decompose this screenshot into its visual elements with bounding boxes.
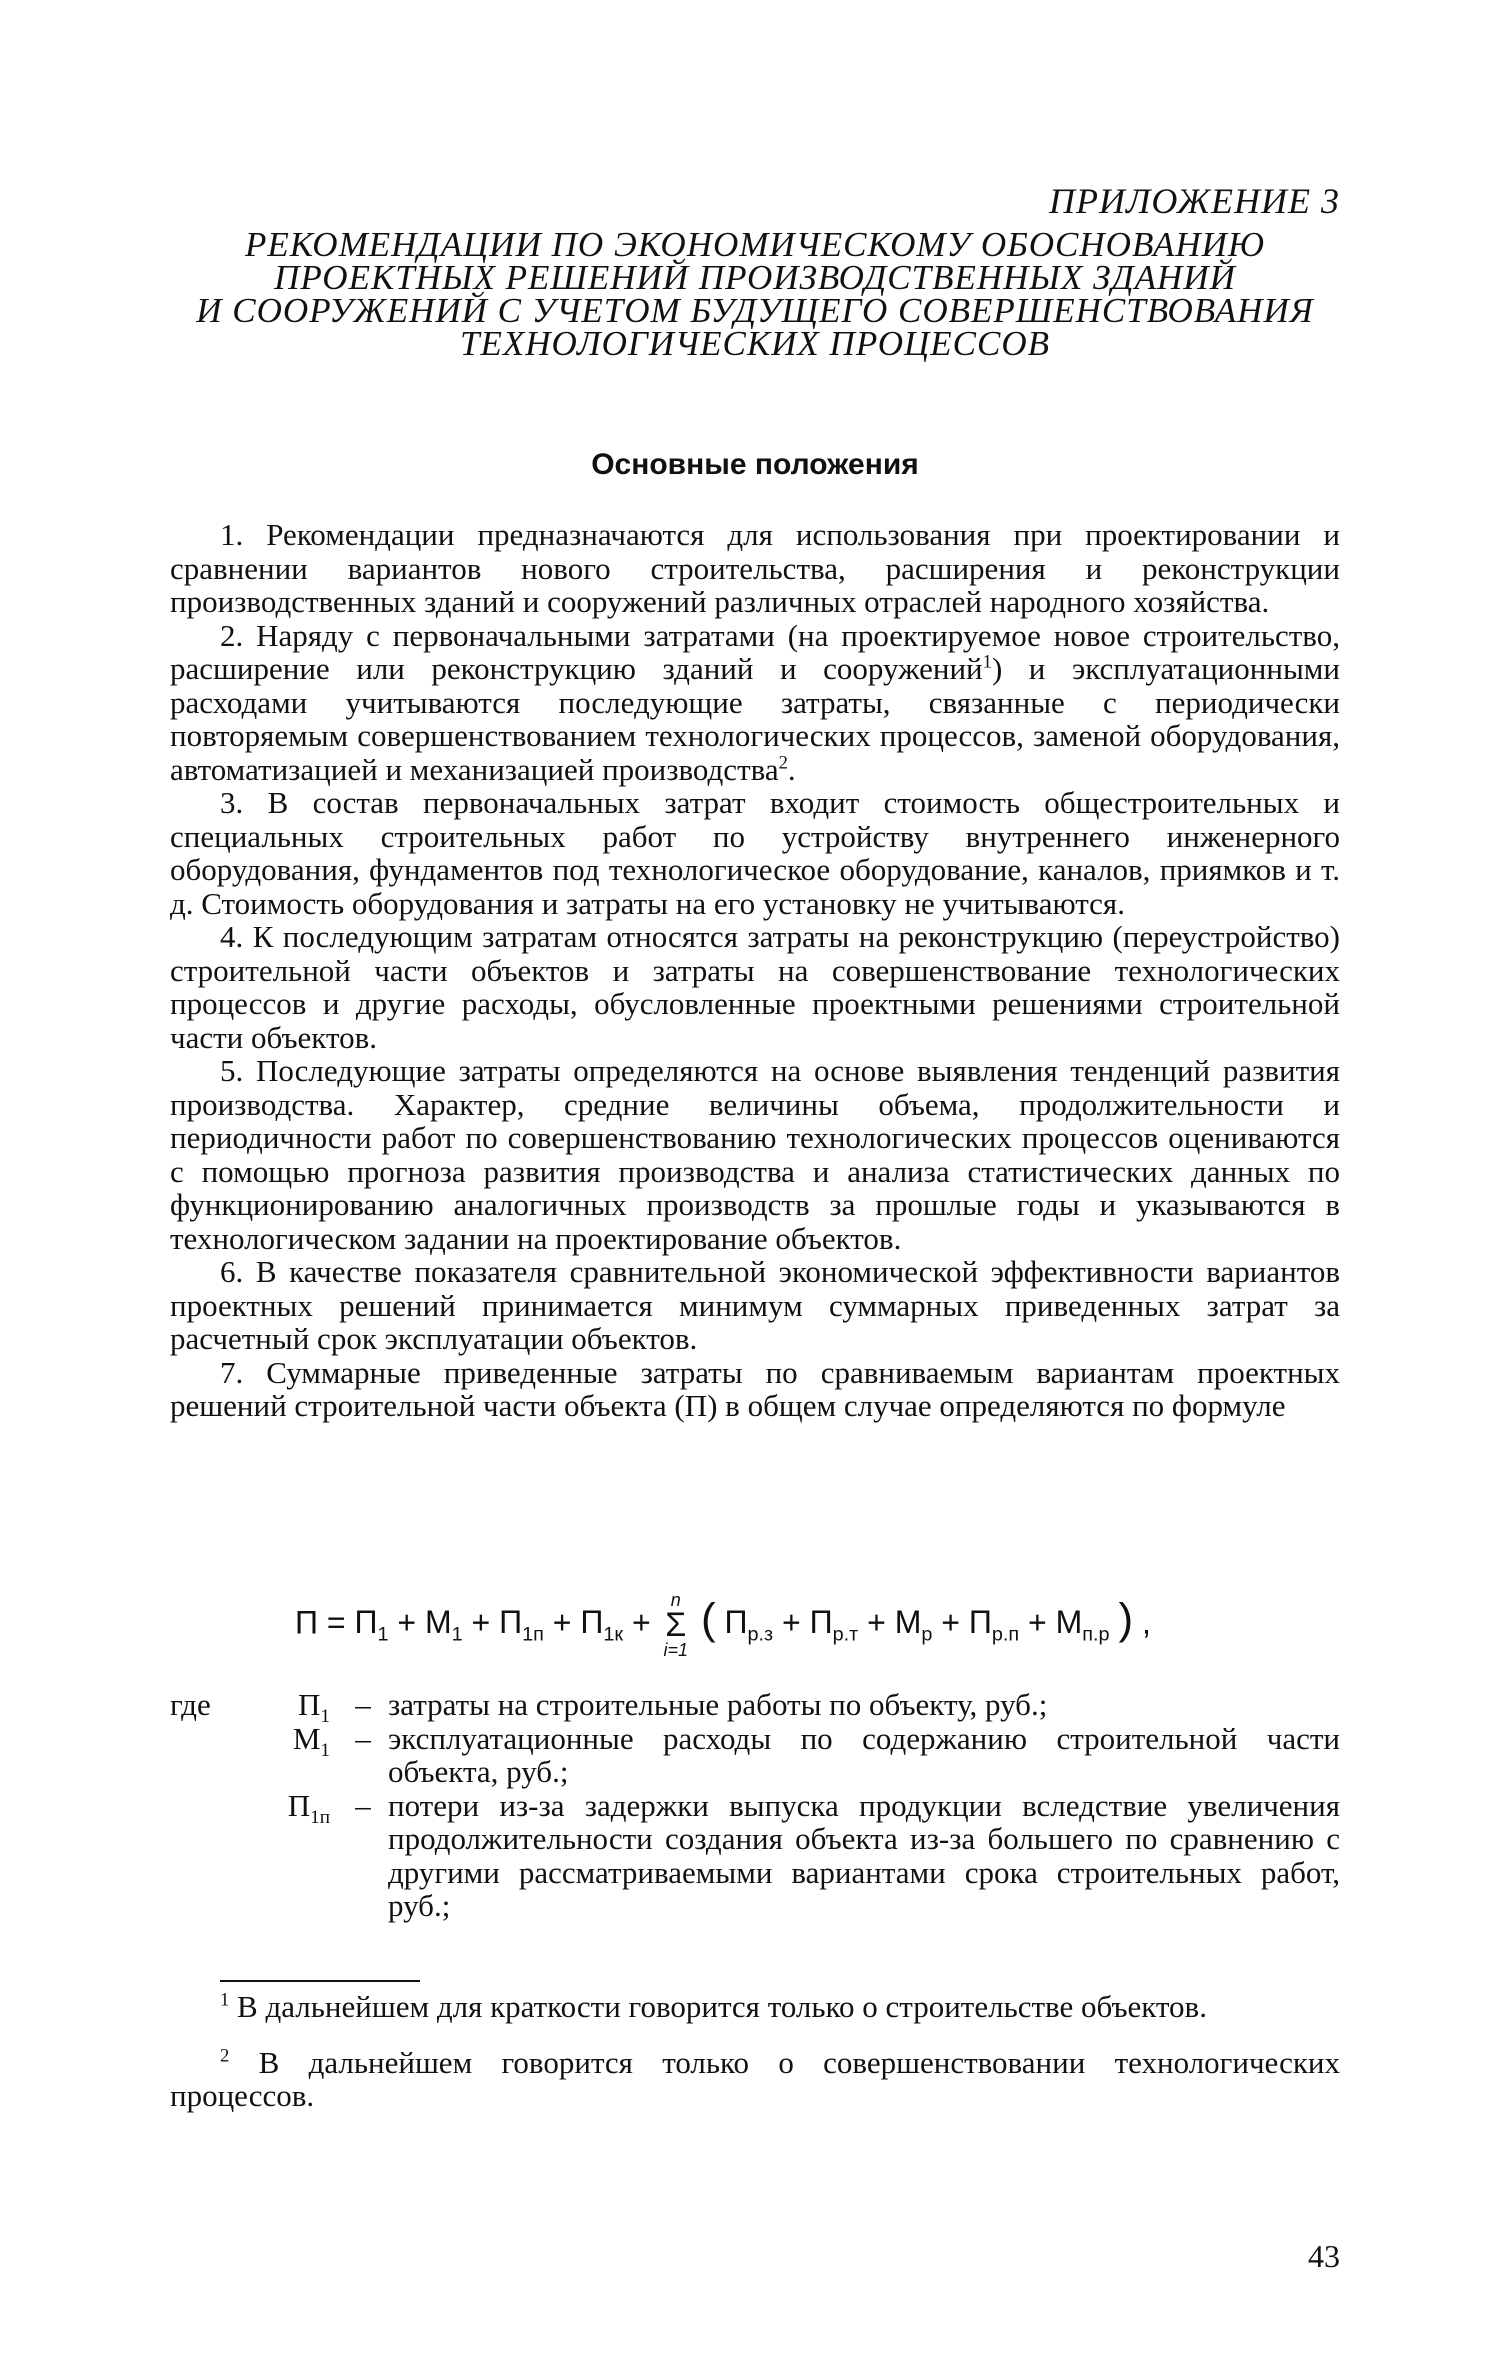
formula-s4-sub: р.п xyxy=(991,1623,1020,1646)
footnote-ref-1: 1 xyxy=(982,651,992,673)
formula-sum xyxy=(664,1590,689,1660)
formula-t3 xyxy=(499,1604,544,1646)
title-line-3: И СООРУЖЕНИЙ С УЧЕТОМ БУДУЩЕГО СОВЕРШЕНСТВОВАНИЯ xyxy=(196,291,1314,330)
formula-comma: , xyxy=(1141,1604,1151,1641)
paragraph-2-part-a: 2. Наряду с первоначальными затратами (на проектируемое новое строительство, расширение или реконструкцию зданий и сооружений xyxy=(170,617,1340,686)
formula-t1-symbol: П xyxy=(354,1604,378,1641)
formula-plus-8: + xyxy=(1028,1604,1047,1641)
page-number: 43 xyxy=(1308,2238,1340,2274)
footnote-1-text: В дальнейшем для краткости говорится только о строительстве объектов. xyxy=(237,1989,1207,2024)
formula-plus-3: + xyxy=(552,1604,572,1641)
legend-symbol xyxy=(240,1787,338,1828)
legend-symbol-sub: 1 xyxy=(320,1739,330,1761)
formula-s5-symbol: М xyxy=(1055,1604,1083,1641)
formula-plus-7: + xyxy=(941,1604,960,1641)
formula-sum-top: n xyxy=(670,1590,681,1610)
formula-s3 xyxy=(894,1604,933,1646)
formula-rparen: ) xyxy=(1118,1594,1134,1644)
formula-s2 xyxy=(809,1604,859,1646)
legend-definition: потери из-за задержки выпуска продукции вследствие увеличения продолжительности создания объекта из-за большего по сравнению с другими рассматриваемыми вариантами срока строительных работ, руб.; xyxy=(388,1787,1340,1923)
formula-t1 xyxy=(354,1604,389,1646)
legend-symbol xyxy=(240,1687,338,1728)
footnote-1-mark: 1 xyxy=(220,1989,230,2011)
formula-plus-1: + xyxy=(397,1604,417,1641)
formula-s4-symbol: П xyxy=(968,1604,992,1641)
formula-t2-symbol: М xyxy=(424,1604,452,1641)
paragraph-3: 3. В состав первоначальных затрат входит стоимость общестроительных и специальных строительных работ по устройству внутреннего инженерного оборудования, фундаментов под технологическое оборудование, каналов, приямков и т. д. Стоимость оборудования и затраты на его установку не учитываются. xyxy=(170,785,1340,921)
paragraph-7: 7. Суммарные приведенные затраты по сравниваемым вариантам проектных решений строительной части объекта (П) в общем случае определяются по формуле xyxy=(170,1354,1340,1423)
paragraph-2-part-b: ) и эксплуатационными расходами учитываются последующие затраты, связанные с периодически повторяемым совершенствованием технологических процессов, заменой оборудования, автоматизацией и механизацией производства xyxy=(170,651,1340,787)
document-title xyxy=(170,225,1340,363)
formula-s5-sub: п.р xyxy=(1082,1623,1110,1646)
formula-s3-symbol: М xyxy=(894,1604,922,1641)
footnote-divider xyxy=(220,1980,420,1982)
formula-t4-sub: 1к xyxy=(603,1623,624,1646)
formula-s1-symbol: П xyxy=(724,1604,748,1641)
legend-definition: затраты на строительные работы по объекту, руб.; xyxy=(388,1687,1048,1722)
legend-definition: эксплуатационные расходы по содержанию строительной части объекта, руб.; xyxy=(388,1720,1340,1789)
paragraph-4: 4. К последующим затратам относятся затраты на реконструкцию (переустройство) строительной части объектов и затраты на совершенствование технологических процессов и другие расходы, обусловленные проектными решениями строительной части объектов. xyxy=(170,919,1340,1055)
footnote-1 xyxy=(170,1990,1340,2024)
footnote-ref-2: 2 xyxy=(778,752,788,774)
formula-plus-4: + xyxy=(631,1604,651,1641)
legend-symbol-letter: М xyxy=(292,1720,321,1756)
formula-lhs: П xyxy=(295,1604,318,1641)
formula-s1 xyxy=(724,1604,774,1646)
formula-t2 xyxy=(424,1604,463,1646)
formula-s5 xyxy=(1055,1604,1110,1646)
formula-legend xyxy=(170,1688,1340,1923)
footnote-2-text: В дальнейшем говорится только о совершенствовании технологических процессов. xyxy=(170,2044,1341,2113)
legend-symbol xyxy=(240,1720,338,1761)
formula-t3-sub: 1п xyxy=(522,1623,544,1646)
title-line-1: РЕКОМЕНДАЦИИ ПО ЭКОНОМИЧЕСКОМУ ОБОСНОВАНИЮ xyxy=(244,225,1266,264)
footnote-2 xyxy=(170,2046,1340,2113)
formula-plus-5: + xyxy=(782,1604,801,1641)
formula-s2-sub: р.т xyxy=(832,1623,859,1646)
legend-dash: – xyxy=(355,1720,371,1756)
footnote-2-mark: 2 xyxy=(220,2045,230,2067)
formula-t1-sub: 1 xyxy=(377,1623,389,1646)
formula-t3-symbol: П xyxy=(499,1604,523,1641)
paragraph-6: 6. В качестве показателя сравнительной экономической эффективности вариантов проектных решений принимается минимум суммарных приведенных затрат за расчетный срок эксплуатации объектов. xyxy=(170,1254,1340,1356)
formula-sum-bottom: i=1 xyxy=(663,1640,689,1660)
title-line-4: ТЕХНОЛОГИЧЕСКИХ ПРОЦЕССОВ xyxy=(459,324,1051,363)
formula-s1-sub: р.з xyxy=(747,1623,774,1646)
title-line-2: ПРОЕКТНЫХ РЕШЕНИЙ ПРОИЗВОДСТВЕННЫХ ЗДАНИЙ xyxy=(274,258,1236,297)
legend-symbol-letter: П xyxy=(298,1687,321,1722)
appendix-label: ПРИЛОЖЕНИЕ 3 xyxy=(1049,181,1340,221)
formula-sum-sigma: Σ xyxy=(665,1606,687,1644)
section-heading: Основные положения xyxy=(591,448,919,481)
legend-where: где xyxy=(170,1687,211,1722)
legend-symbol-letter: П xyxy=(287,1787,311,1823)
paragraph-2 xyxy=(170,619,1340,787)
formula-eq: = xyxy=(326,1604,346,1641)
legend-dash: – xyxy=(355,1787,371,1823)
formula xyxy=(295,1590,1325,1660)
footnotes xyxy=(170,1990,1340,2135)
legend-symbol-sub: 1п xyxy=(310,1806,330,1828)
document-page xyxy=(170,0,1340,2361)
paragraph-5: 5. Последующие затраты определяются на основе выявления тенденций развития производства. Характер, средние величины объема, продолжительности и периодичности работ по совершенствованию технологических процессов оцениваются с помощью прогноза развития производства и анализа статистических данных по функционированию аналогичных производств за прошлые годы и указываются в технологическом задании на проектирование объектов. xyxy=(170,1053,1340,1256)
formula-lparen: ( xyxy=(700,1594,716,1644)
formula-t2-sub: 1 xyxy=(451,1623,463,1646)
formula-t4 xyxy=(580,1604,624,1646)
paragraph-2-part-c: . xyxy=(787,751,796,787)
formula-plus-6: + xyxy=(867,1604,886,1641)
formula-s3-sub: р xyxy=(921,1623,933,1646)
legend-row xyxy=(170,1789,1340,1923)
formula-t4-symbol: П xyxy=(580,1604,604,1641)
body-text xyxy=(170,518,1340,1423)
legend-row xyxy=(170,1722,1340,1789)
formula-plus-2: + xyxy=(471,1604,491,1641)
paragraph-1: 1. Рекомендации предназначаются для использования при проектировании и сравнении вариантов нового строительства, расширения и реконструкции производственных зданий и сооружений различных отраслей народного хозяйства. xyxy=(170,517,1340,619)
legend-symbol-sub: 1 xyxy=(320,1706,330,1728)
formula-s4 xyxy=(968,1604,1020,1646)
formula-s2-symbol: П xyxy=(809,1604,833,1641)
legend-row xyxy=(170,1687,1340,1728)
legend-dash: – xyxy=(355,1687,371,1722)
